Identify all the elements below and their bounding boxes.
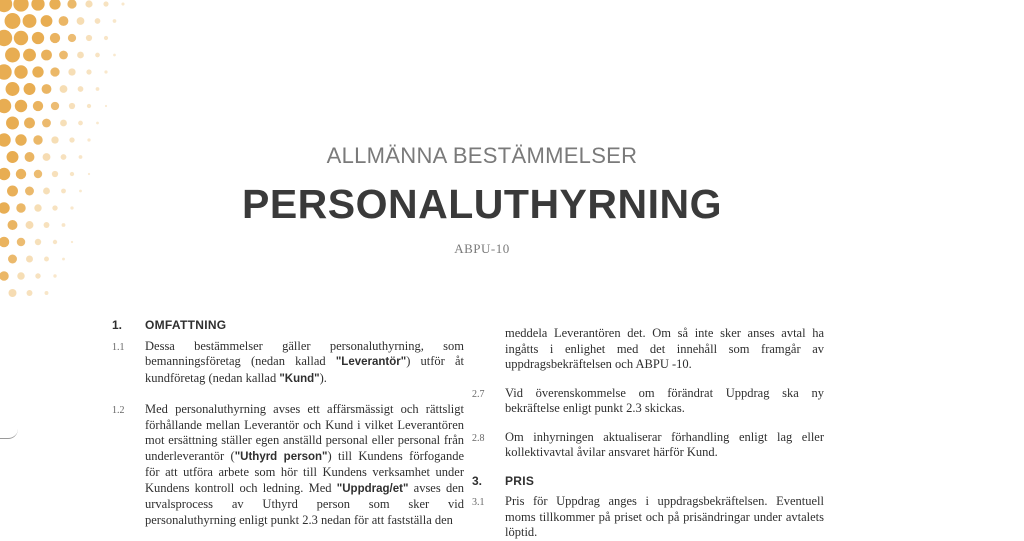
decorative-dot	[45, 291, 49, 295]
clause-number: 1.1	[112, 341, 125, 353]
decorative-dot	[42, 84, 52, 94]
decorative-dot	[31, 0, 44, 11]
decorative-dot	[95, 53, 100, 58]
decorative-dot	[0, 30, 12, 46]
clause-body: Dessa bestämmelser gäller personaluthyrning, som bemanningsföretag (nedan kallad "Leverantör") utför åt kundföretag (nedan kallad "Kund").	[145, 338, 464, 385]
decorative-dot	[113, 54, 116, 57]
decorative-dot	[77, 52, 84, 59]
clause-2-8	[472, 430, 824, 461]
decorative-dot	[87, 104, 91, 108]
decorative-dot	[0, 99, 11, 113]
clause-number: 2.7	[472, 388, 485, 400]
clause-body: Med personaluthyrning avses ett affärsmässigt och rättsligt förhållande mellan Leverantör och Kund i vilket Leverantören mot ersättning ställer egen anställd personal eller personal från underleverantör ("Uthyrd person") till Kundens förfogande för att utföra arbete som hör till Kundens verksamhet under Kundens kontroll och ledning. Med "Uppdrag/et" avses den urvalsprocess av Uthyrd person som sker vid personaluthyrning enligt punkt 2.3 nedan för att fastställa den	[145, 402, 465, 527]
decorative-dot	[50, 33, 60, 43]
clause-body: Om inhyrningen aktualiserar förhandling enligt lag eller kollektivavtal åvilar ansvaret härför Kund.	[505, 429, 824, 459]
decorative-dot	[60, 85, 68, 93]
decorative-dot	[5, 48, 20, 63]
decorative-dot	[32, 66, 43, 77]
decorative-dot	[59, 51, 68, 60]
document-code: ABPU-10	[454, 241, 510, 256]
bold-term: "Kund"	[279, 372, 320, 385]
document-title: PERSONALUTHYRNING	[241, 181, 723, 227]
decorative-dot	[68, 34, 76, 42]
decorative-dot	[15, 100, 27, 112]
clause-number: 1.2	[112, 405, 125, 416]
clause-number: 2.8	[472, 432, 485, 444]
decorative-dot	[68, 68, 75, 75]
decorative-dot	[69, 137, 74, 142]
section-number: 1.	[112, 318, 123, 332]
decorative-dot	[77, 17, 85, 25]
decorative-dot	[67, 0, 76, 9]
bold-term: "Uppdrag/et"	[336, 482, 409, 495]
decorative-dot	[16, 169, 26, 179]
decorative-dot	[53, 274, 56, 277]
decorative-dot	[59, 16, 69, 26]
section-title: OMFATTNING	[145, 318, 227, 332]
clause-2-7	[472, 386, 824, 417]
decorative-dot	[52, 171, 58, 177]
clause-number: 3.1	[472, 497, 485, 508]
decorative-dot	[14, 31, 28, 45]
decorative-dot	[17, 272, 24, 279]
decorative-dot	[87, 138, 90, 141]
decorative-dot	[60, 120, 67, 127]
document-subtitle: ALLMÄNNA BESTÄMMELSER	[326, 143, 638, 168]
decorative-dot	[86, 35, 92, 41]
left-column	[112, 318, 464, 528]
decorative-dot	[42, 119, 51, 128]
decorative-dot	[34, 170, 42, 178]
decorative-dot	[44, 257, 49, 262]
decorative-dot	[0, 0, 12, 12]
decorative-dot	[104, 36, 108, 40]
decorative-dot	[95, 18, 101, 24]
decorative-dot	[69, 103, 75, 109]
clause-body: Vid överenskommelse om förändrat Uppdrag ska ny bekräftelse enligt punkt 2.3 skickas.	[505, 385, 824, 415]
bold-term: "Leverantör"	[335, 356, 407, 368]
decorative-dot	[70, 172, 74, 176]
decorative-dot	[0, 271, 9, 281]
decorative-dot	[14, 65, 27, 78]
clause-1-1	[112, 339, 464, 388]
decorative-dot	[6, 82, 20, 96]
decorative-dot	[24, 118, 35, 129]
decorative-dot	[121, 2, 124, 5]
decorative-dot	[88, 173, 90, 175]
decorative-dot	[103, 1, 108, 6]
decorative-dot	[85, 0, 92, 7]
section-3-heading	[472, 474, 824, 490]
decorative-dot	[41, 15, 53, 27]
decorative-dot	[78, 121, 83, 126]
scan-artifact-mark	[0, 424, 18, 439]
decorative-dot	[0, 168, 10, 180]
decorative-dot	[78, 86, 84, 92]
right-column	[472, 326, 824, 541]
decorative-dot	[104, 70, 107, 73]
section-number: 3.	[472, 473, 483, 488]
clause-3-1	[472, 494, 824, 541]
decorative-dot	[6, 117, 19, 130]
clause-body: Pris för Uppdrag anges i uppdragsbekräftelsen. Eventuell moms tillkommer på priset och på prisändringar under avtalets löptid.	[505, 494, 824, 539]
decorative-dot	[49, 0, 60, 10]
bold-term: "Uthyrd person"	[234, 450, 328, 463]
decorative-dot	[32, 32, 44, 44]
decorative-dot	[33, 101, 43, 111]
section-1-heading	[112, 318, 464, 334]
decorative-dot	[23, 14, 37, 28]
decorative-dot	[51, 102, 59, 110]
decorative-dot	[86, 69, 91, 74]
decorative-dot	[96, 122, 99, 125]
decorative-dot	[50, 67, 59, 76]
decorative-dot	[105, 105, 107, 107]
decorative-dot	[24, 83, 36, 95]
decorative-dot	[113, 19, 117, 23]
clause-1-2	[112, 402, 464, 528]
decorative-dot	[23, 49, 36, 62]
decorative-dot	[96, 87, 100, 91]
decorative-dot	[41, 50, 52, 61]
decorative-dot	[5, 13, 21, 29]
decorative-dot	[62, 258, 65, 261]
clause-continuation: meddela Leverantören det. Om så inte sker anses avtal ha ingåtts i enlighet med det innehåll som framgår av uppdragsbekräftelsen och ABPU -10.	[505, 326, 824, 371]
section-title: PRIS	[505, 473, 535, 488]
decorative-dot	[13, 0, 28, 12]
decorative-dot	[35, 273, 40, 278]
decorative-dot	[0, 64, 12, 79]
decorative-dot	[9, 289, 17, 297]
decorative-dot	[27, 290, 33, 296]
